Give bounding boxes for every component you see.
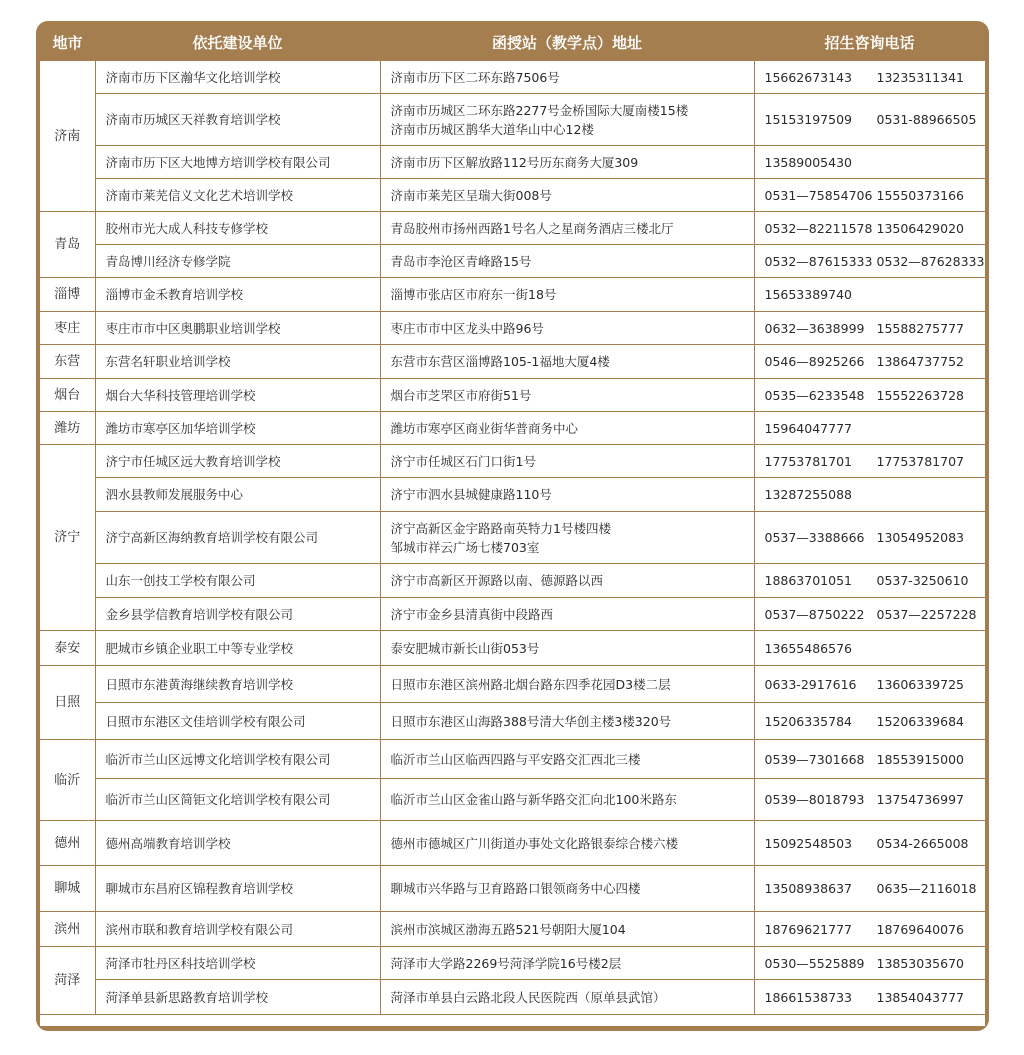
unit-cell: 日照市东港黄海继续教育培训学校 (95, 666, 380, 703)
phone-primary: 15153197509 (764, 112, 852, 127)
phone-primary: 0633-2917616 (764, 676, 857, 692)
address-cell (380, 779, 754, 821)
phone-secondary: 13235311341 (876, 69, 964, 85)
city-cell: 聊城 (40, 866, 95, 912)
address-line: 东营市东营区淄博路105-1福地大厦4楼 (390, 354, 610, 369)
phone-secondary: 15550373166 (876, 187, 964, 203)
phone-cell (754, 598, 985, 631)
unit-cell: 济宁高新区海纳教育培训学校有限公司 (95, 512, 380, 564)
phone-secondary: 13054952083 (876, 530, 964, 545)
phone-secondary: 0534-2665008 (876, 835, 969, 851)
table-row (40, 94, 985, 146)
unit-cell: 烟台大华科技管理培训学校 (95, 379, 380, 412)
unit-cell: 德州高端教育培训学校 (95, 821, 380, 866)
address-cell (380, 312, 754, 345)
phone-primary: 15964047777 (764, 420, 852, 436)
phone-primary: 0537—3388666 (764, 530, 865, 545)
address-cell (380, 345, 754, 379)
unit-cell: 日照市东港区文佳培训学校有限公司 (95, 703, 380, 740)
address-cell (380, 478, 754, 512)
table-body (40, 61, 985, 1015)
address-line: 滨州市滨城区渤海五路521号朝阳大厦104 (390, 921, 626, 937)
phone-primary: 0532—87615333 (764, 253, 873, 269)
unit-cell: 淄博市金禾教育培训学校 (95, 278, 380, 312)
address-cell (380, 278, 754, 312)
table-row (40, 703, 985, 740)
unit-cell: 临沂市兰山区远博文化培训学校有限公司 (95, 740, 380, 779)
address-line: 邹城市祥云广场七楼703室 (390, 539, 540, 555)
unit-cell: 山东一创技工学校有限公司 (95, 564, 380, 598)
header-phone: 招生咨询电话 (824, 33, 915, 52)
phone-cell (754, 779, 985, 821)
table-row (40, 598, 985, 631)
table-row (40, 445, 985, 478)
city-cell: 菏泽 (40, 947, 95, 1015)
address-line: 临沂市兰山区金雀山路与新华路交汇向北100米路东 (390, 792, 677, 807)
phone-secondary: 13606339725 (876, 676, 964, 692)
table-row (40, 61, 985, 94)
table-row (40, 312, 985, 345)
address-line: 枣庄市市中区龙头中路96号 (390, 320, 544, 336)
phone-primary: 0539—8018793 (764, 792, 865, 807)
phone-secondary: 0537—2257228 (876, 606, 977, 622)
address-line: 济南市历城区鹊华大道华山中心12楼 (390, 121, 594, 137)
address-line: 泰安肥城市新长山街053号 (390, 640, 540, 656)
phone-primary: 0632—3638999 (764, 320, 865, 336)
address-cell (380, 740, 754, 779)
phone-primary: 0539—7301668 (764, 751, 865, 767)
address-line: 菏泽市大学路2269号菏泽学院16号楼2层 (390, 955, 622, 971)
phone-primary: 13655486576 (764, 640, 852, 656)
address-line: 济南市莱芜区呈瑞大街008号 (390, 187, 552, 203)
phone-secondary: 17753781707 (876, 453, 964, 469)
table-row (40, 245, 985, 278)
unit-cell: 东营名轩职业培训学校 (95, 345, 380, 379)
phone-cell (754, 312, 985, 345)
table-row (40, 179, 985, 212)
city-cell: 泰安 (40, 631, 95, 666)
phone-cell (754, 631, 985, 666)
unit-cell: 济南市历城区天祥教育培训学校 (95, 94, 380, 146)
phone-primary: 17753781701 (764, 453, 852, 469)
city-cell: 潍坊 (40, 412, 95, 445)
phone-cell (754, 980, 985, 1015)
address-line: 济宁市泗水县城健康路110号 (390, 487, 552, 502)
phone-secondary: 0532—87628333 (876, 253, 985, 269)
phone-secondary: 0531-88966505 (876, 112, 977, 127)
phone-primary: 0532—82211578 (764, 220, 873, 236)
address-cell (380, 564, 754, 598)
unit-cell: 济南市历下区瀚华文化培训学校 (95, 61, 380, 94)
unit-cell: 青岛博川经济专修学院 (95, 245, 380, 278)
phone-primary: 15092548503 (764, 835, 852, 851)
address-line: 济南市历下区二环东路7506号 (390, 69, 560, 85)
address-line: 青岛胶州市扬州西路1号名人之星商务酒店三楼北厅 (390, 220, 674, 236)
table-row (40, 740, 985, 779)
phone-secondary: 15588275777 (876, 320, 964, 336)
phone-primary: 18863701051 (764, 573, 852, 588)
address-cell (380, 212, 754, 245)
city-cell: 日照 (40, 666, 95, 740)
unit-cell: 临沂市兰山区简钜文化培训学校有限公司 (95, 779, 380, 821)
phone-primary: 0530—5525889 (764, 955, 865, 971)
phone-cell (754, 703, 985, 740)
header-unit: 依托建设单位 (192, 33, 283, 52)
city-cell: 烟台 (40, 379, 95, 412)
unit-cell: 滨州市联和教育培训学校有限公司 (95, 912, 380, 947)
table-row (40, 379, 985, 412)
address-line: 济宁市任城区石门口街1号 (390, 453, 536, 469)
phone-secondary: 15552263728 (876, 387, 964, 403)
city-cell: 枣庄 (40, 312, 95, 345)
address-cell (380, 179, 754, 212)
phone-secondary: 0537-3250610 (876, 573, 969, 588)
phone-cell (754, 740, 985, 779)
city-cell: 滨州 (40, 912, 95, 947)
address-cell (380, 631, 754, 666)
phone-secondary: 18769640076 (876, 921, 964, 937)
phone-cell (754, 379, 985, 412)
phone-primary: 0546—8925266 (764, 354, 865, 369)
phone-cell (754, 179, 985, 212)
table-row (40, 478, 985, 512)
phone-primary: 0535—6233548 (764, 387, 865, 403)
city-cell: 淄博 (40, 278, 95, 312)
phone-cell (754, 94, 985, 146)
phone-cell (754, 345, 985, 379)
address-line: 菏泽市单县白云路北段人民医院西（原单县武馆） (390, 989, 666, 1005)
table-row (40, 564, 985, 598)
phone-secondary: 18553915000 (876, 751, 964, 767)
phone-secondary: 13854043777 (876, 989, 964, 1005)
table-row (40, 980, 985, 1015)
address-line: 临沂市兰山区临西四路与平安路交汇西北三楼 (390, 751, 641, 767)
phone-cell (754, 212, 985, 245)
phone-cell (754, 278, 985, 312)
phone-primary: 15662673143 (764, 69, 852, 85)
phone-secondary: 13864737752 (876, 354, 964, 369)
address-cell (380, 512, 754, 564)
phone-cell (754, 666, 985, 703)
address-cell (380, 445, 754, 478)
phone-primary: 0531—75854706 (764, 187, 873, 203)
phone-primary: 13589005430 (764, 154, 852, 170)
phone-cell (754, 146, 985, 179)
unit-cell: 菏泽市牡丹区科技培训学校 (95, 947, 380, 980)
phone-primary: 13287255088 (764, 487, 852, 502)
address-line: 济南市历下区解放路112号历东商务大厦309 (390, 154, 639, 170)
city-cell: 临沂 (40, 740, 95, 821)
address-cell (380, 412, 754, 445)
table-row (40, 345, 985, 379)
table-row (40, 631, 985, 666)
unit-cell: 胶州市光大成人科技专修学校 (95, 212, 380, 245)
address-cell (380, 666, 754, 703)
address-cell (380, 61, 754, 94)
address-cell (380, 245, 754, 278)
phone-cell (754, 445, 985, 478)
city-cell: 青岛 (40, 212, 95, 278)
address-line: 日照市东港区山海路388号清大华创主楼3楼320号 (390, 713, 672, 729)
address-line: 青岛市李沧区青峰路15号 (390, 253, 532, 269)
header-address: 函授站（教学点）地址 (491, 33, 642, 52)
phone-cell (754, 478, 985, 512)
phone-cell (754, 61, 985, 94)
phone-secondary: 13754736997 (876, 792, 964, 807)
address-cell (380, 980, 754, 1015)
address-cell (380, 94, 754, 146)
city-cell: 东营 (40, 345, 95, 379)
phone-primary: 18769621777 (764, 921, 852, 937)
address-line: 济宁市金乡县清真街中段路西 (390, 606, 554, 622)
unit-cell: 济宁市任城区远大教育培训学校 (95, 445, 380, 478)
address-cell (380, 379, 754, 412)
table-row (40, 912, 985, 947)
unit-cell: 枣庄市市中区奥鹏职业培训学校 (95, 312, 380, 345)
address-line: 济宁高新区金宇路路南英特力1号楼四楼 (390, 520, 611, 536)
table-row (40, 146, 985, 179)
address-line: 日照市东港区滨州路北烟台路东四季花园D3楼二层 (390, 676, 671, 692)
table-header-row (40, 24, 985, 61)
address-cell (380, 146, 754, 179)
address-line: 济南市历城区二环东路2277号金桥国际大厦南楼15楼 (390, 102, 689, 118)
address-cell (380, 866, 754, 912)
unit-cell: 泗水县教师发展服务中心 (95, 478, 380, 512)
phone-cell (754, 947, 985, 980)
address-cell (380, 821, 754, 866)
unit-cell: 菏泽单县新思路教育培训学校 (95, 980, 380, 1015)
phone-primary: 0537—8750222 (764, 606, 865, 622)
header-city: 地市 (52, 33, 83, 52)
address-line: 潍坊市寒亭区商业街华普商务中心 (390, 420, 579, 436)
address-cell (380, 598, 754, 631)
phone-secondary: 13853035670 (876, 955, 964, 971)
phone-cell (754, 412, 985, 445)
phone-primary: 15653389740 (764, 287, 852, 302)
table-row (40, 212, 985, 245)
unit-cell: 济南市历下区大地博方培训学校有限公司 (95, 146, 380, 179)
address-cell (380, 912, 754, 947)
unit-cell: 济南市莱芜信义文化艺术培训学校 (95, 179, 380, 212)
phone-secondary: 13506429020 (876, 220, 964, 236)
phone-cell (754, 912, 985, 947)
address-line: 烟台市芝罘区市府街51号 (390, 387, 532, 403)
unit-cell: 潍坊市寒亭区加华培训学校 (95, 412, 380, 445)
unit-cell: 金乡县学信教育培训学校有限公司 (95, 598, 380, 631)
address-cell (380, 703, 754, 740)
city-cell: 济宁 (40, 445, 95, 631)
address-line: 济宁市高新区开源路以南、德源路以西 (390, 573, 604, 588)
table-row (40, 278, 985, 312)
city-cell: 济南 (40, 61, 95, 212)
address-line: 德州市德城区广川街道办事处文化路银泰综合楼六楼 (390, 835, 679, 851)
training-station-table (40, 24, 985, 1015)
phone-cell (754, 512, 985, 564)
table-row (40, 866, 985, 912)
phone-primary: 15206335784 (764, 713, 852, 729)
address-line: 淄博市张店区市府东一街18号 (390, 287, 557, 302)
phone-cell (754, 245, 985, 278)
phone-primary: 13508938637 (764, 881, 852, 896)
phone-cell (754, 564, 985, 598)
table-row (40, 666, 985, 703)
phone-secondary: 0635—2116018 (876, 881, 977, 896)
unit-cell: 肥城市乡镇企业职工中等专业学校 (95, 631, 380, 666)
table-row (40, 821, 985, 866)
phone-cell (754, 866, 985, 912)
address-cell (380, 947, 754, 980)
city-cell: 德州 (40, 821, 95, 866)
phone-cell (754, 821, 985, 866)
table-row (40, 779, 985, 821)
address-line: 聊城市兴华路与卫育路路口银领商务中心四楼 (390, 881, 641, 896)
table-row (40, 412, 985, 445)
table-row (40, 512, 985, 564)
phone-secondary: 15206339684 (876, 713, 964, 729)
phone-primary: 18661538733 (764, 989, 852, 1005)
table-row (40, 947, 985, 980)
unit-cell: 聊城市东昌府区锦程教育培训学校 (95, 866, 380, 912)
